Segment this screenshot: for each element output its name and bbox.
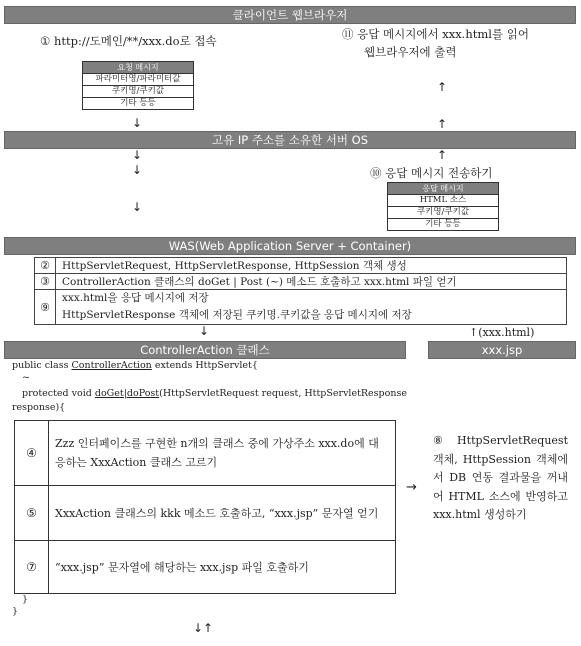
step-number: ⑦ [15,541,49,594]
step-text: HttpServletRequest, HttpServletResponse, HttpSession 객체 생성 [56,258,567,274]
class-declaration [12,360,258,371]
was-banner: WAS(Web Application Server + Container) [4,237,576,255]
step-number: ⑨ [35,290,56,325]
right-arrow-icon: → [406,480,417,495]
down-arrow-icon: ↓ [132,148,143,162]
xxx-html-label: ↑(xxx.html) [469,326,535,339]
step-text: ControllerAction 클래스의 doGet | Post (~) 메소드 호출하고 xxx.html 파일 얻기 [56,274,567,290]
xxx-jsp-banner: xxx.jsp [428,341,576,359]
down-arrow-icon: ↓ [132,200,143,214]
was-step-row [35,274,567,290]
step-text: XxxAction 클래스의 kkk 메소드 호출하고, “xxx.jsp” 문자열 얻기 [49,486,396,541]
step-text-line: xxx.html을 응답 메시지에 저장 [62,292,209,304]
down-up-arrows-icon: ↓↑ [193,621,214,635]
code-text: public class [12,360,72,371]
controller-step-row [15,541,396,594]
response-message-row: 쿠키명/쿠키값 [388,206,498,218]
close-brace: } [22,594,29,605]
down-arrow-icon: ↓ [199,324,210,338]
step1-text: ① http://도메인/**/xxx.do로 접속 [40,34,217,48]
method-declaration [22,388,407,399]
code-text: extends HttpServlet{ [151,360,258,371]
code-text: (HttpServletRequest request, HttpServletResponse [159,388,407,399]
method-name: doGet|doPost [94,388,160,399]
request-message-header: 요청 메시지 [83,62,193,73]
was-step-row [35,290,567,325]
up-arrow-icon: ↑ [437,80,448,94]
up-arrow-icon: ↑ [437,117,448,131]
was-steps-table [34,257,567,325]
request-message-row: 기타 등등 [83,97,193,109]
close-brace: } [12,606,19,617]
step-number: ③ [35,274,56,290]
step-number: ④ [15,421,49,486]
request-message-row: 파라미터명/파라미터값 [83,73,193,85]
step11-line1: ⑪ 응답 메시지에서 xxx.html를 읽어 [342,27,529,41]
response-message-header: 응답 메시지 [388,183,498,194]
server-os-banner: 고유 IP 주소를 소유한 서버 OS [4,131,576,149]
controller-step-row [15,421,396,486]
step-text: “xxx.jsp” 문자열에 해당하는 xxx.jsp 파일 호출하기 [49,541,396,594]
step-text [56,290,567,325]
response-message-row: HTML 소스 [388,194,498,206]
controller-step-row [15,486,396,541]
response-message-row: 기타 등등 [388,218,498,230]
response-message-table [387,182,499,231]
method-declaration-line2: response){ [12,402,66,413]
client-browser-banner: 클라이언트 웹브라우저 [4,6,576,24]
step8-text: ⑧ HttpServletRequest 객체, HttpSession 객체에서 DB 연동 결과물을 꺼내어 HTML 소스에 반영하고 xxx.html 생성하기 [433,434,568,521]
step10-text: ⑩ 응답 메시지 전송하기 [370,166,493,180]
request-message-table [82,61,194,110]
step11-line2: 웹브라우저에 출력 [364,45,457,59]
step-text: Zzz 인터페이스를 구현한 n개의 클래스 중에 가상주소 xxx.do에 대응하는 XxxAction 클래스 고르기 [49,421,396,486]
class-name: ControllerAction [71,360,152,371]
down-arrow-icon: ↓ [132,116,143,130]
code-tilde: ~ [22,372,30,383]
step-text-line: HttpServletResponse 객체에 저장된 쿠키명.쿠키값을 응답 메시지에 저장 [62,309,412,321]
code-text: protected void [22,388,95,399]
down-arrow-icon: ↓ [132,163,143,177]
request-message-row: 쿠키명/쿠키값 [83,85,193,97]
was-step-row [35,258,567,274]
step-number: ⑤ [15,486,49,541]
controller-action-banner: ControllerAction 클래스 [4,341,406,359]
up-arrow-icon: ↑ [437,148,448,162]
controller-steps-table [14,420,396,594]
step-number: ② [35,258,56,274]
